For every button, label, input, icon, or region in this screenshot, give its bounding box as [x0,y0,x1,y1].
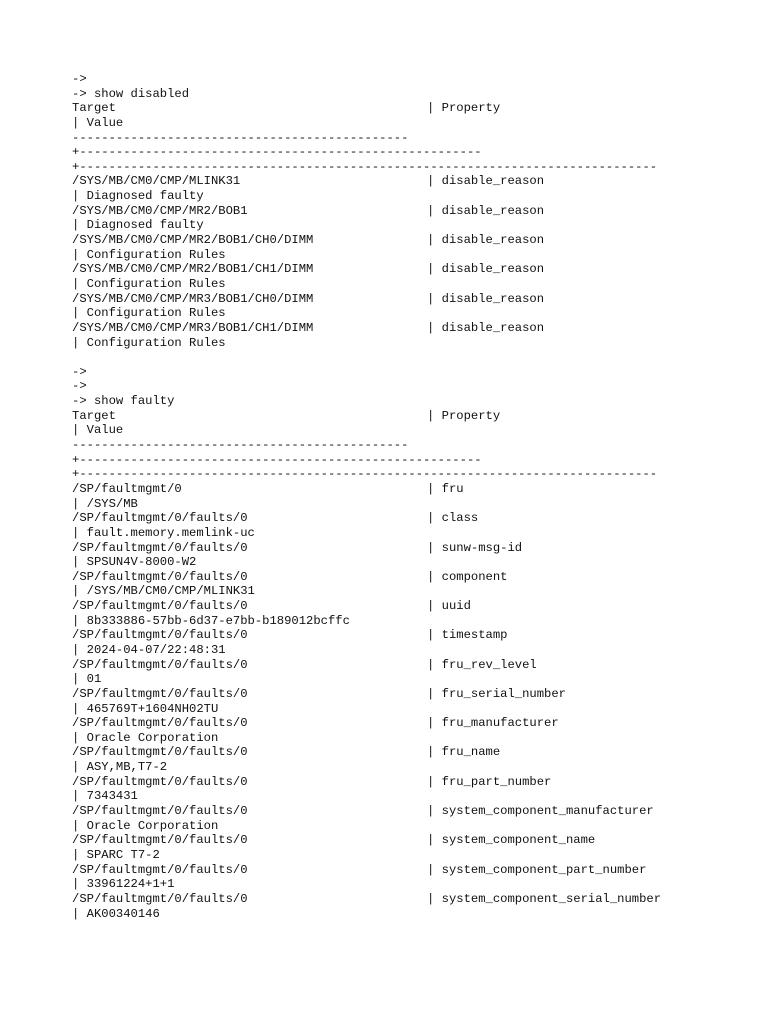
divider-line: ---------------------------------------------- [72,130,409,145]
table-row [72,262,712,291]
faulty-rows [72,482,712,921]
command-line: -> show disabled [72,86,190,101]
table-row [72,541,712,570]
row-property: | disable_reason [427,203,545,218]
row-property: | sunw-msg-id [427,540,523,555]
row-value: | Oracle Corporation [72,818,219,833]
table-header [72,101,712,116]
header-value: | Value [72,423,124,438]
table-header [72,409,712,424]
row-property: | fru_part_number [427,774,552,789]
row-target: /SP/faultmgmt/0/faults/0 [72,745,248,760]
header-target: Target [72,408,116,423]
row-property: | class [427,511,479,526]
row-property: | disable_reason [427,320,545,335]
row-property: | fru [427,481,464,496]
divider-line: +------------------------------------------------------- [72,145,482,160]
blank-line [72,350,712,365]
header-property: | Property [427,101,501,116]
prompt-line: -> [72,72,87,86]
row-target: /SP/faultmgmt/0/faults/0 [72,862,248,877]
row-target: /SP/faultmgmt/0 [72,481,182,496]
table-row [72,233,712,262]
table-row [72,204,712,233]
row-value: | /SYS/MB/CM0/CMP/MLINK31 [72,584,255,599]
divider-line: +------------------------------------------------------- [72,452,482,467]
row-value: | SPSUN4V-8000-W2 [72,555,197,570]
row-target: /SP/faultmgmt/0/faults/0 [72,804,248,819]
table-row [72,628,712,657]
header-property: | Property [427,408,501,423]
row-target: /SP/faultmgmt/0/faults/0 [72,599,248,614]
row-value: | AK00340146 [72,906,160,921]
row-value: | 33961224+1+1 [72,877,175,892]
table-row [72,482,712,511]
divider-line: +------------------------------------------------------------------------------- [72,159,658,174]
row-value: | /SYS/MB [72,496,138,511]
row-value: | SPARC T7-2 [72,847,160,862]
table-row [72,511,712,540]
row-value: | Configuration Rules [72,335,226,350]
row-property: | fru_name [427,745,501,760]
row-property: | system_component_manufacturer [427,804,654,819]
terminal-output [72,72,712,921]
row-property: | system_component_serial_number [427,891,662,906]
table-row [72,599,712,628]
row-target: /SP/faultmgmt/0/faults/0 [72,891,248,906]
row-target: /SP/faultmgmt/0/faults/0 [72,569,248,584]
prompt-line: -> [72,364,87,379]
row-value: | 8b333886-57bb-6d37-e7bb-b189012bcffc [72,613,350,628]
row-property: | disable_reason [427,262,545,277]
table-row [72,892,712,921]
table-row [72,174,712,203]
row-target: /SYS/MB/CM0/CMP/MR3/BOB1/CH1/DIMM [72,320,314,335]
row-target: /SP/faultmgmt/0/faults/0 [72,833,248,848]
table-row [72,775,712,804]
row-value: | ASY,MB,T7-2 [72,760,168,775]
table-row [72,833,712,862]
prompt-line: -> [72,379,87,394]
table-row [72,745,712,774]
row-property: | disable_reason [427,233,545,248]
row-property: | fru_serial_number [427,686,566,701]
row-property: | fru_rev_level [427,657,537,672]
row-property: | system_component_name [427,833,596,848]
row-value: | Oracle Corporation [72,730,219,745]
row-value: | Configuration Rules [72,247,226,262]
row-target: /SYS/MB/CM0/CMP/MLINK31 [72,174,241,189]
table-row [72,716,712,745]
row-value: | 2024-04-07/22:48:31 [72,642,226,657]
row-target: /SP/faultmgmt/0/faults/0 [72,540,248,555]
row-value: | Configuration Rules [72,306,226,321]
row-property: | fru_manufacturer [427,716,559,731]
row-target: /SP/faultmgmt/0/faults/0 [72,657,248,672]
row-value: | 465769T+1604NH02TU [72,701,219,716]
row-property: | timestamp [427,628,508,643]
row-value: | fault.memory.memlink-uc [72,525,255,540]
row-target: /SP/faultmgmt/0/faults/0 [72,716,248,731]
row-target: /SP/faultmgmt/0/faults/0 [72,628,248,643]
table-row [72,863,712,892]
row-target: /SYS/MB/CM0/CMP/MR2/BOB1 [72,203,248,218]
row-property: | system_component_part_number [427,862,647,877]
header-target: Target [72,101,116,116]
table-row [72,658,712,687]
table-row [72,804,712,833]
row-property: | component [427,569,508,584]
table-row [72,687,712,716]
disabled-rows [72,174,712,350]
row-value: | 01 [72,672,102,687]
table-row [72,570,712,599]
command-line: -> show faulty [72,394,175,409]
row-property: | disable_reason [427,174,545,189]
divider-line: ---------------------------------------------- [72,438,409,453]
table-row [72,321,712,350]
row-value: | Diagnosed faulty [72,218,204,233]
row-target: /SP/faultmgmt/0/faults/0 [72,686,248,701]
row-value: | Configuration Rules [72,276,226,291]
divider-line: +------------------------------------------------------------------------------- [72,467,658,482]
row-target: /SYS/MB/CM0/CMP/MR2/BOB1/CH1/DIMM [72,262,314,277]
row-property: | uuid [427,599,471,614]
table-row [72,292,712,321]
row-target: /SP/faultmgmt/0/faults/0 [72,774,248,789]
row-property: | disable_reason [427,291,545,306]
row-value: | 7343431 [72,789,138,804]
row-target: /SYS/MB/CM0/CMP/MR2/BOB1/CH0/DIMM [72,233,314,248]
row-target: /SP/faultmgmt/0/faults/0 [72,511,248,526]
row-target: /SYS/MB/CM0/CMP/MR3/BOB1/CH0/DIMM [72,291,314,306]
header-value: | Value [72,115,124,130]
row-value: | Diagnosed faulty [72,189,204,204]
